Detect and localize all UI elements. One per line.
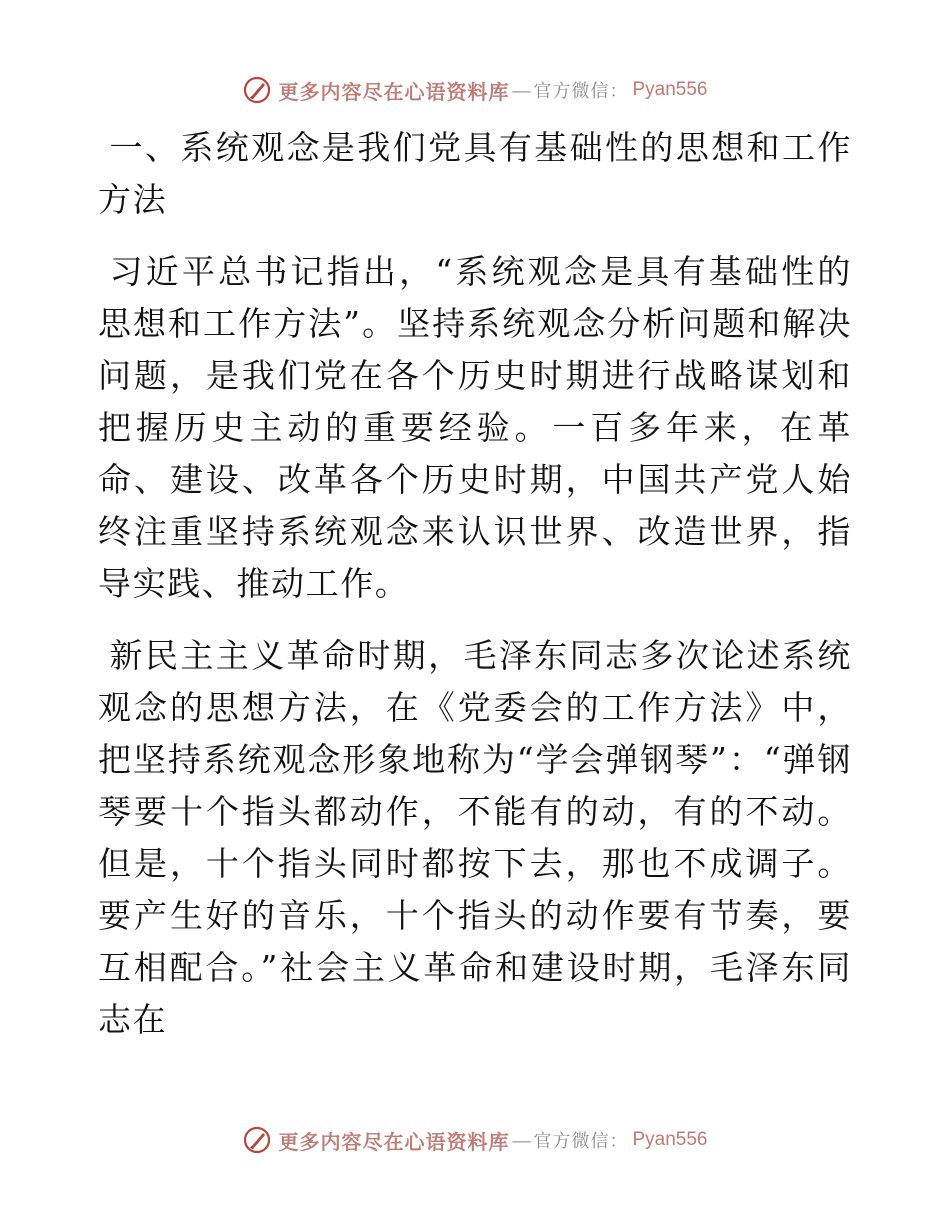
section-heading: 一、系统观念是我们党具有基础性的思想和工作方法 (98, 128, 852, 219)
watermark-separator: — (511, 78, 532, 102)
pen-logo-icon (242, 1125, 272, 1155)
watermark-label: 官方微信： (533, 81, 629, 102)
document-body (98, 122, 852, 1066)
watermark-id: Pyan556 (632, 79, 708, 100)
watermark-separator: — (511, 1128, 532, 1152)
paragraph: 新民主主义革命时期，毛泽东同志多次论述系统观念的思想方法，在《党委会的工作方法》中，把坚持系统观念形象地称为“学会弹钢琴”：“弹钢琴要十个指头都动作，不能有的动，有的不动。但是，十个指头同时都按下去，那也不成调子。要产生好的音乐，十个指头的动作要有节奏，要互相配合。”社会主义革命和建设时期，毛泽东同志在 (98, 636, 852, 1039)
watermark-footer (0, 1120, 950, 1160)
watermark-id: Pyan556 (632, 1129, 708, 1150)
watermark-header (0, 70, 950, 110)
pen-logo-icon (242, 75, 272, 105)
watermark-main-text: 更多内容尽在心语资料库 (278, 79, 510, 104)
watermark-label: 官方微信： (533, 1131, 629, 1152)
paragraph: 习近平总书记指出，“系统观念是具有基础性的思想和工作方法”。坚持系统观念分析问题和解决问题，是我们党在各个历史时期进行战略谋划和把握历史主动的重要经验。一百多年来，在革命、建设、改革各个历史时期，中国共产党人始终注重坚持系统观念来认识世界、改造世界，指导实践、推动工作。 (98, 252, 852, 603)
watermark-main-text: 更多内容尽在心语资料库 (278, 1129, 510, 1154)
